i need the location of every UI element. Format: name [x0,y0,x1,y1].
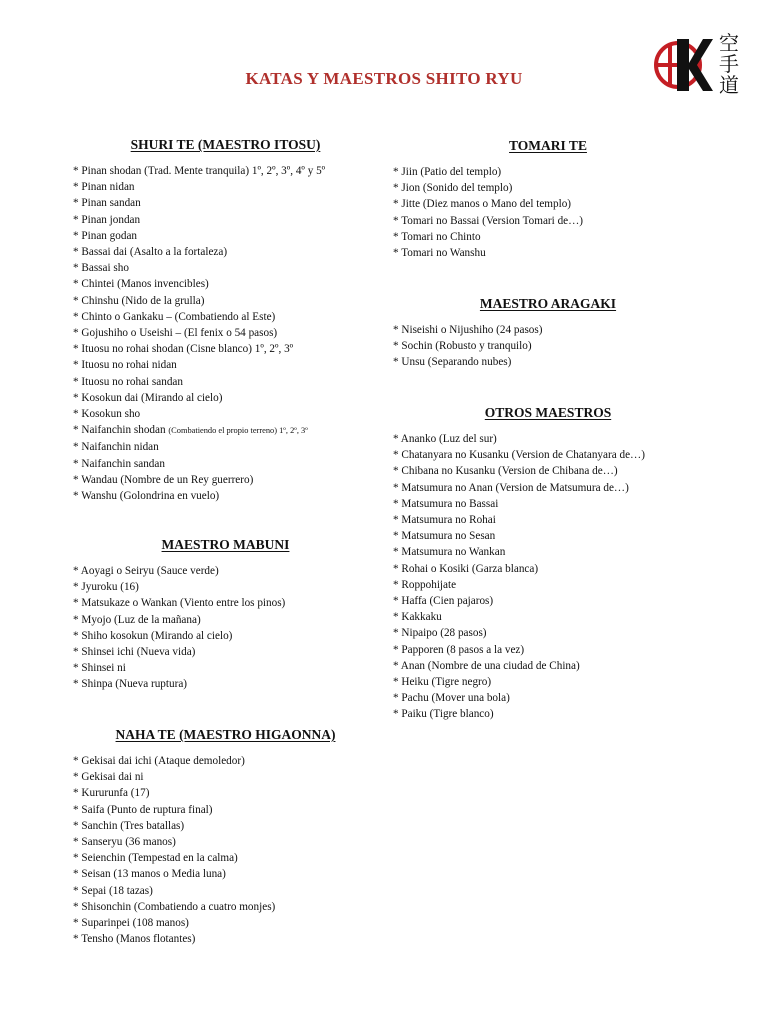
kata-list [393,164,703,261]
list-item: * Jitte (Diez manos o Mano del templo) [393,198,572,211]
list-item: * Gekisai dai ichi (Ataque demoledor) [73,755,245,767]
list-item: * Tomari no Wanshu [393,247,486,260]
section-heading: TOMARI TE [509,138,587,153]
list-item: * Tomari no Bassai (Version Tomari de…) [393,214,584,227]
kata-list [393,322,703,371]
list-item: * Chinshu (Nido de la grulla) [73,294,205,307]
kata-list [73,163,378,504]
list-item: * Rohai o Kosiki (Garza blanca) [393,562,539,575]
list-item: * Ituosu no rohai sandan [73,375,183,388]
list-item-text: * Naifanchin shodan [73,424,166,437]
page-title: KATAS Y MAESTROS SHITO RYU [245,69,523,88]
list-item: * Matsukaze o Wankan (Viento entre los pinos) [73,597,286,610]
otros-maestros-section [393,405,703,723]
shuri-te-section [73,137,378,504]
list-item: * Sepai (18 tazas) [73,884,153,897]
list-item: * Jyuroku (16) [73,581,139,594]
list-item: * Gekisai dai ni [73,771,144,784]
list-item: * Matsumura no Bassai [393,497,499,510]
list-item: * Ituosu no rohai shodan (Cisne blanco) 1º, 2º, 3º [73,343,294,356]
list-item: * Bassai dai (Asalto a la fortaleza) [73,246,228,259]
list-item: * Bassai sho [73,262,129,275]
list-item: * Pinan godan [73,229,138,242]
shito-ryu-logo [651,33,747,101]
list-item: * Matsumura no Wankan [393,546,506,559]
section-heading: NAHA TE (MAESTRO HIGAONNA) [115,727,336,742]
maestro-mabuni-section [73,537,378,693]
list-item: * Anan (Nombre de una ciudad de China) [393,659,580,672]
list-item-note: (Combatiendo el propio terreno) 1º, 2º, 3º [168,426,308,436]
list-item: * Gojushiho o Useishi – (El fenix o 54 pasos) [73,327,278,340]
list-item: * Matsumura no Rohai [393,514,496,527]
list-item: * Jiin (Patio del templo) [393,166,502,178]
list-item: * Naifanchin nidan [73,441,159,454]
list-item: * Matsumura no Sesan [393,530,496,543]
list-item: * Seienchin (Tempestad en la calma) [73,852,238,865]
list-item: * Heiku (Tigre negro) [393,676,492,689]
list-item: * Haffa (Cien pajaros) [393,595,494,608]
list-item: * Sanseryu (36 manos) [73,836,176,849]
list-item: * Kururunfa (17) [73,787,150,800]
list-item [73,422,378,439]
list-item: * Papporen (8 pasos a la vez) [393,643,525,656]
list-item: * Sanchin (Tres batallas) [73,819,185,832]
list-item: * Shinsei ni [73,662,126,675]
list-item: * Saifa (Punto de ruptura final) [73,803,213,816]
list-item: * Ituosu no rohai nidan [73,359,177,372]
list-item: * Seisan (13 manos o Media luna) [73,868,226,881]
list-item: * Suparinpei (108 manos) [73,917,189,930]
maestro-aragaki-section [393,296,703,371]
list-item: * Tensho (Manos flotantes) [73,933,196,946]
list-item: * Pachu (Mover una bola) [393,692,510,705]
karate-do-kanji: 空 手 道 [719,31,739,97]
kata-list [73,753,378,947]
list-item: * Chibana no Kusanku (Version de Chibana de…) [393,465,618,478]
list-item: * Kosokun dai (Mirando al cielo) [73,391,223,404]
karate-emblem-icon [651,33,713,101]
list-item: * Pinan nidan [73,181,135,194]
list-item: * Matsumura no Anan (Version de Matsumura de…) [393,481,629,494]
list-item: * Kakkaku [393,611,442,624]
list-item: * Shiho kosokun (Mirando al cielo) [73,629,233,642]
list-item: * Chinto o Gankaku – (Combatiendo al Este) [73,310,276,323]
list-item: * Shinpa (Nueva ruptura) [73,678,188,691]
kata-list [393,431,703,723]
section-heading: MAESTRO MABUNI [161,537,290,552]
section-heading: SHURI TE (MAESTRO ITOSU) [130,137,321,152]
list-item: * Unsu (Separando nubes) [393,356,512,369]
list-item: * Shinsei ichi (Nueva vida) [73,646,196,659]
list-item: * Aoyagi o Seiryu (Sauce verde) [73,565,219,577]
kata-list [73,563,378,693]
list-item: * Roppohijate [393,578,457,591]
list-item: * Jion (Sonido del templo) [393,182,513,195]
list-item: * Naifanchin sandan [73,457,165,470]
section-heading: OTROS MAESTROS [484,405,612,420]
list-item: * Chatanyara no Kusanku (Version de Chatanyara de…) [393,449,645,462]
list-item: * Pinan jondan [73,213,141,226]
tomari-te-section [393,138,703,261]
list-item: * Nipaipo (28 pasos) [393,627,487,640]
naha-te-section [73,727,378,947]
list-item: * Pinan sandan [73,197,141,210]
list-item: * Wandau (Nombre de un Rey guerrero) [73,473,254,486]
list-item: * Tomari no Chinto [393,230,481,243]
list-item: * Myojo (Luz de la mañana) [73,613,201,626]
list-item: * Chintei (Manos invencibles) [73,278,209,291]
list-item: * Niseishi o Nijushiho (24 pasos) [393,324,543,336]
section-heading: MAESTRO ARAGAKI [479,296,617,311]
list-item: * Sochin (Robusto y tranquilo) [393,340,532,353]
list-item: * Paiku (Tigre blanco) [393,708,494,721]
list-item: * Kosokun sho [73,408,141,421]
list-item: * Ananko (Luz del sur) [393,433,497,445]
list-item: * Wanshu (Golondrina en vuelo) [73,490,220,503]
list-item: * Pinan shodan (Trad. Mente tranquila) 1º, 2º, 3º, 4º y 5º [73,165,326,177]
list-item: * Shisonchin (Combatiendo a cuatro monjes) [73,900,276,913]
